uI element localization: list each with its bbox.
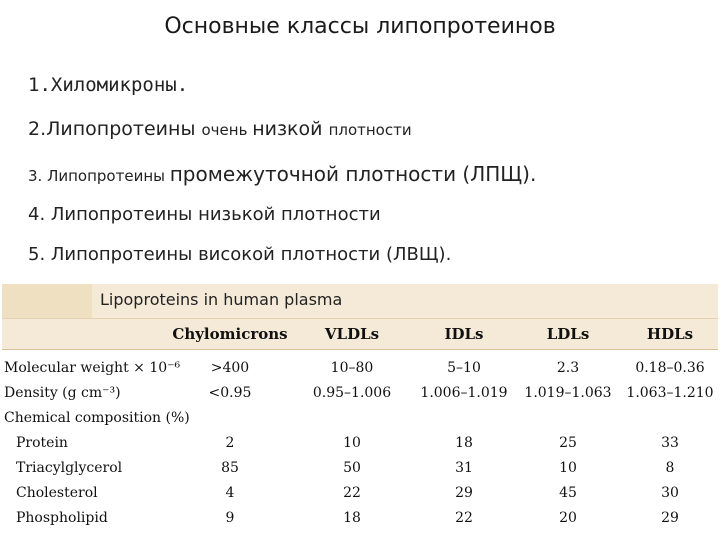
lipoproteins-table (2, 284, 718, 536)
cell: 0.95–1.006 (312, 385, 392, 401)
cell: <0.95 (208, 385, 252, 401)
column-header-vldls: VLDLs (324, 325, 380, 343)
cell: 50 (343, 460, 361, 476)
list-item-2-part-1: 2.Липопротеины (28, 118, 202, 140)
cell: 85 (221, 460, 239, 476)
cell: 9 (225, 510, 235, 526)
cell: >400 (210, 360, 250, 376)
column-header-idls: IDLs (444, 325, 484, 343)
table-caption: Lipoproteins in human plasma (100, 290, 343, 309)
row-label-density: Density (g cm⁻³) (4, 385, 121, 401)
column-header-chylomicrons: Chylomicrons (172, 325, 288, 343)
row-label-chemical-composition: Chemical composition (%) (4, 410, 190, 426)
cell: 18 (343, 510, 361, 526)
cell: 5–10 (447, 360, 481, 376)
cell: 25 (559, 435, 577, 451)
cell: 33 (661, 435, 679, 451)
list-item-1: 1.Хиломикроны. (28, 74, 189, 96)
column-header-ldls: LDLs (546, 325, 590, 343)
row-label-triacylglycerol: Triacylglycerol (16, 460, 123, 476)
cell: 45 (559, 485, 577, 501)
cell: 10 (343, 435, 361, 451)
cell: 29 (455, 485, 473, 501)
row-label-cholesterol: Cholesterol (16, 485, 98, 501)
row-label-phospholipid: Phospholipid (16, 510, 108, 526)
cell: 1.063–1.210 (626, 385, 714, 401)
cell: 31 (455, 460, 473, 476)
table-header-row (2, 318, 718, 350)
cell: 2.3 (556, 360, 580, 376)
cell: 22 (343, 485, 361, 501)
list-item-5: 5. Липопротеины високой плотности (ЛВЩ). (28, 244, 452, 265)
list-item-2-part-2: очень (201, 121, 253, 139)
cell: 1.019–1.063 (524, 385, 612, 401)
cell: 29 (661, 510, 679, 526)
cell: 8 (665, 460, 675, 476)
cell: 20 (559, 510, 577, 526)
cell: 22 (455, 510, 473, 526)
list-item-2 (28, 118, 412, 140)
list-item-3-part-2: промежуточной плотности (ЛПЩ). (169, 162, 537, 186)
cell: 18 (455, 435, 473, 451)
table-caption-accent (2, 284, 92, 318)
list-item-3-part-1: 3. Липопротеины (28, 167, 170, 185)
cell: 0.18–0.36 (635, 360, 705, 376)
list-item-2-part-3: низкой (252, 118, 329, 140)
column-header-hdls: HDLs (646, 325, 694, 343)
slide-title: Основные классы липопротеинов (164, 14, 556, 39)
list-item-3 (28, 162, 536, 186)
cell: 10 (559, 460, 577, 476)
row-label-protein: Protein (16, 435, 68, 451)
row-label-molecular-weight: Molecular weight × 10⁻⁶ (4, 360, 181, 376)
cell: 4 (225, 485, 235, 501)
cell: 2 (225, 435, 235, 451)
list-item-4: 4. Липопротеины низькой плотности (28, 204, 381, 225)
list-item-2-part-4: плотности (328, 121, 412, 139)
cell: 10–80 (330, 360, 374, 376)
cell: 30 (661, 485, 679, 501)
cell: 1.006–1.019 (420, 385, 508, 401)
